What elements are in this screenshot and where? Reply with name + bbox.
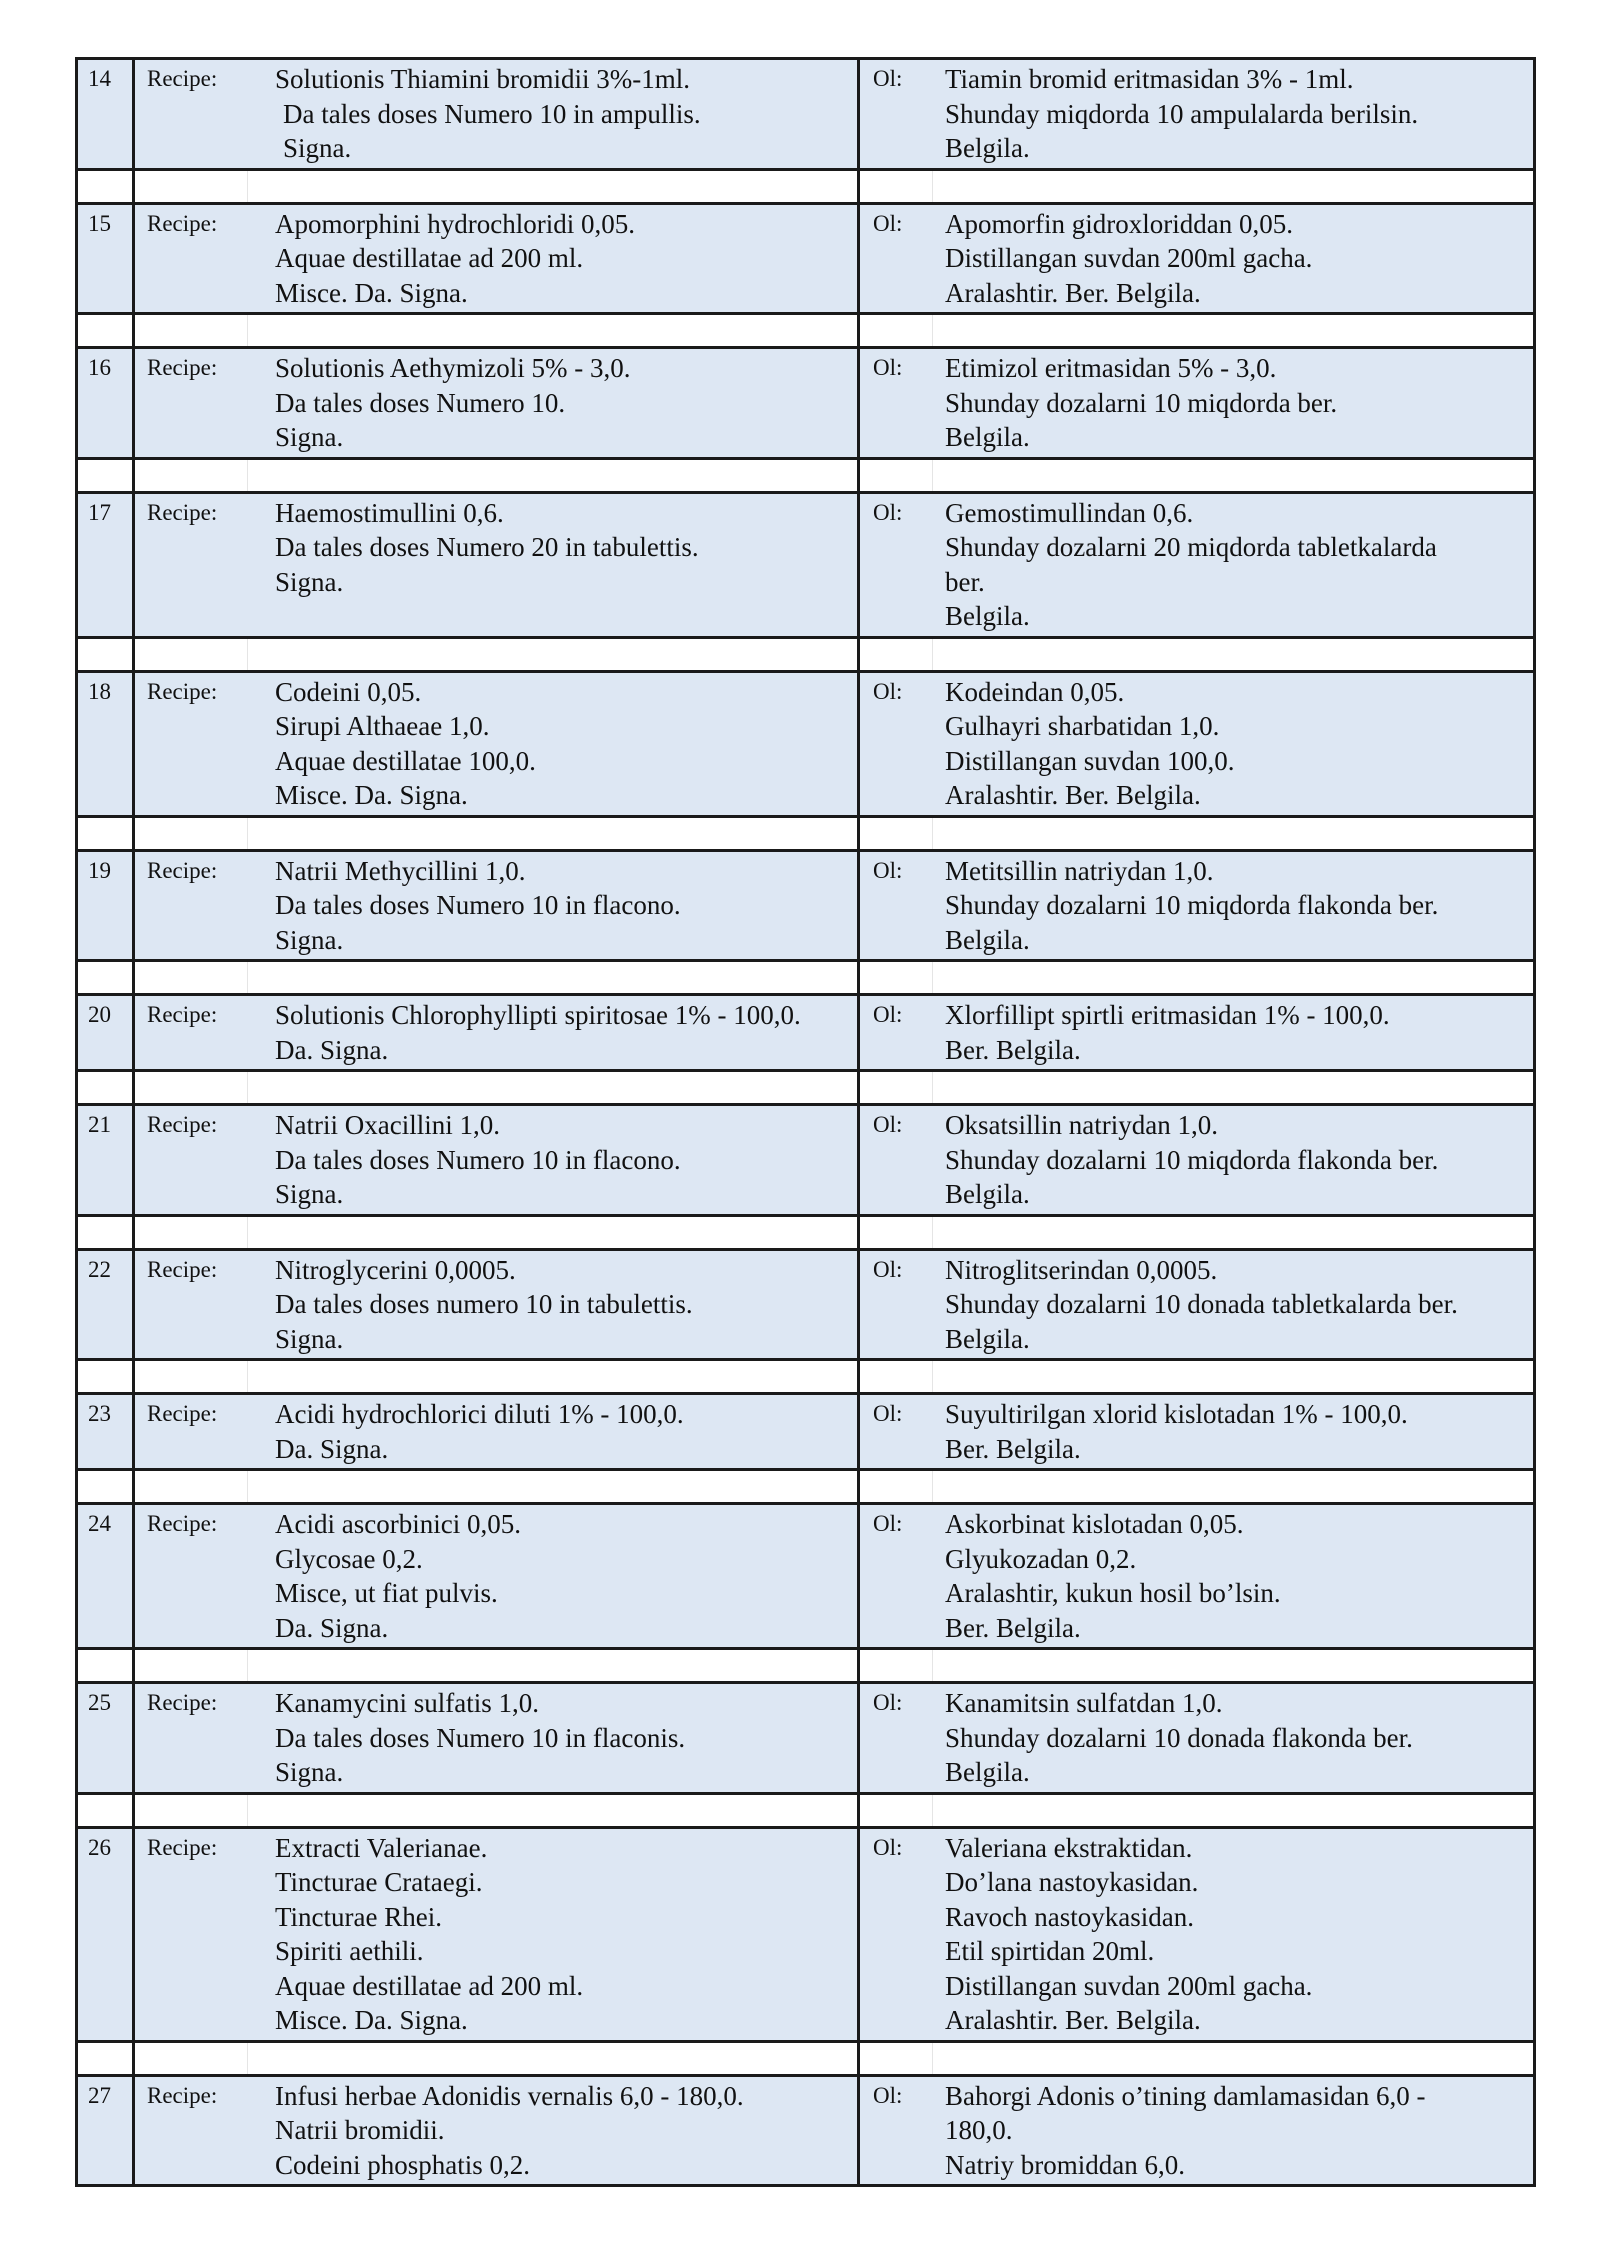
spacer-cell	[77, 2041, 134, 2075]
spacer-cell	[77, 1360, 134, 1394]
ol-label: Ol:	[873, 1401, 903, 1426]
spacer-row	[77, 637, 1535, 671]
latin-recipe-cell	[134, 1683, 859, 1794]
spacer-row	[77, 2041, 1535, 2075]
uzbek-line: Do’lana nastoykasidan.	[945, 1867, 1199, 1897]
row-number-cell	[77, 348, 134, 459]
recipe-label: Recipe:	[147, 1511, 218, 1536]
uzbek-line: Tiamin bromid eritmasidan 3% - 1ml.	[945, 64, 1354, 94]
spacer-cell	[77, 314, 134, 348]
prescription-row	[77, 348, 1535, 459]
uzbek-line: Metitsillin natriydan 1,0.	[945, 855, 1214, 886]
spacer-cell	[77, 1649, 134, 1683]
latin-line: Da tales doses Numero 20 in tabulettis.	[275, 532, 699, 562]
spacer-cell	[859, 1215, 1535, 1249]
spacer-cell	[134, 637, 859, 671]
latin-line: Da. Signa.	[275, 1034, 389, 1065]
latin-recipe-cell	[134, 2075, 859, 2186]
spacer-cell	[859, 458, 1535, 492]
latin-line: Tincturae Rhei.	[275, 1901, 442, 1932]
ol-label: Ol:	[873, 1834, 903, 1860]
prescription-row	[77, 1394, 1535, 1470]
latin-line: Signa.	[275, 422, 344, 452]
spacer-cell	[859, 1793, 1535, 1827]
latin-line: Glycosae 0,2.	[275, 1543, 423, 1574]
spacer-cell	[859, 1649, 1535, 1683]
ol-label: Ol:	[873, 1690, 903, 1715]
ol-label: Ol:	[873, 857, 903, 883]
spacer-cell	[859, 1360, 1535, 1394]
row-number: 27	[88, 2082, 111, 2108]
uzbek-line: Distillangan suvdan 100,0.	[945, 745, 1235, 776]
spacer-row	[77, 1360, 1535, 1394]
recipe-label: Recipe:	[147, 1834, 218, 1860]
latin-line: Sirupi Althaeae 1,0.	[275, 711, 490, 741]
recipe-label: Recipe:	[147, 355, 218, 380]
ol-label: Ol:	[873, 499, 903, 525]
spacer-row	[77, 458, 1535, 492]
uzbek-line: 180,0.	[945, 2115, 1013, 2145]
latin-line: Misce. Da. Signa.	[275, 2005, 468, 2035]
spacer-cell	[77, 1793, 134, 1827]
row-number-cell	[77, 1249, 134, 1360]
spacer-row	[77, 1215, 1535, 1249]
latin-line: Extracti Valerianae.	[275, 1832, 488, 1863]
latin-recipe-cell	[134, 1827, 859, 2041]
row-number: 20	[88, 1002, 111, 1027]
spacer-row	[77, 1470, 1535, 1504]
spacer-cell	[859, 314, 1535, 348]
uzbek-line: Ber. Belgila.	[945, 1034, 1081, 1065]
latin-line: Spiriti aethili.	[275, 1936, 424, 1966]
uzbek-line: Oksatsillin natriydan 1,0.	[945, 1110, 1218, 1140]
spacer-cell	[859, 169, 1535, 203]
prescription-row	[77, 1683, 1535, 1794]
ol-label: Ol:	[873, 210, 903, 236]
ol-label: Ol:	[873, 1002, 903, 1027]
uzbek-recipe-cell	[859, 850, 1535, 961]
uzbek-line: Distillangan suvdan 200ml gacha.	[945, 1970, 1313, 2001]
row-number-cell	[77, 1827, 134, 2041]
spacer-cell	[77, 169, 134, 203]
latin-line: Solutionis Chlorophyllipti spiritosae 1% - 100,0.	[275, 1000, 801, 1030]
ol-label: Ol:	[873, 355, 903, 380]
prescription-row	[77, 995, 1535, 1071]
spacer-cell	[134, 816, 859, 850]
recipe-label: Recipe:	[147, 1256, 218, 1282]
uzbek-recipe-cell	[859, 348, 1535, 459]
row-number-cell	[77, 850, 134, 961]
spacer-cell	[859, 637, 1535, 671]
uzbek-line: Ber. Belgila.	[945, 1433, 1081, 1464]
latin-line: Solutionis Thiamini bromidii 3%-1ml.	[275, 64, 691, 94]
uzbek-line: Shunday dozalarni 10 miqdorda flakonda ber.	[945, 890, 1439, 920]
prescription-row	[77, 1249, 1535, 1360]
latin-recipe-cell	[134, 850, 859, 961]
spacer-cell	[134, 1215, 859, 1249]
spacer-cell	[77, 961, 134, 995]
latin-line: Apomorphini hydrochloridi 0,05.	[275, 208, 635, 239]
uzbek-line: Belgila.	[945, 133, 1030, 163]
spacer-cell	[77, 1071, 134, 1105]
uzbek-line: Xlorfillipt spirtli eritmasidan 1% - 100,0.	[945, 1000, 1390, 1030]
row-number: 22	[88, 1256, 111, 1282]
spacer-cell	[134, 1649, 859, 1683]
recipe-label: Recipe:	[147, 210, 218, 236]
latin-recipe-cell	[134, 995, 859, 1071]
ol-label: Ol:	[873, 678, 903, 704]
latin-line: Signa.	[275, 1179, 344, 1209]
ol-label: Ol:	[873, 2082, 903, 2108]
latin-line: Aquae destillatae 100,0.	[275, 745, 536, 776]
spacer-row	[77, 169, 1535, 203]
row-number: 17	[88, 499, 111, 525]
prescription-row	[77, 850, 1535, 961]
latin-line: Misce. Da. Signa.	[275, 780, 468, 810]
prescription-row	[77, 2075, 1535, 2186]
latin-line: Tincturae Crataegi.	[275, 1867, 483, 1897]
spacer-cell	[77, 816, 134, 850]
prescription-row	[77, 203, 1535, 314]
latin-recipe-cell	[134, 1105, 859, 1216]
latin-line: Da tales doses Numero 10 in ampullis.	[283, 98, 701, 129]
row-number: 16	[88, 355, 111, 380]
spacer-cell	[77, 458, 134, 492]
uzbek-line: Aralashtir, kukun hosil bo’lsin.	[945, 1578, 1281, 1608]
latin-line: Natrii Oxacillini 1,0.	[275, 1110, 500, 1140]
spacer-cell	[134, 169, 859, 203]
spacer-cell	[859, 1071, 1535, 1105]
row-number-cell	[77, 492, 134, 637]
latin-line: Misce. Da. Signa.	[275, 277, 468, 308]
latin-line: Acidi ascorbinici 0,05.	[275, 1509, 521, 1539]
latin-line: Da tales doses Numero 10 in flacono.	[275, 1144, 681, 1175]
prescription-row	[77, 671, 1535, 816]
prescription-row	[77, 1827, 1535, 2041]
row-number: 14	[88, 66, 111, 91]
uzbek-line: ber.	[945, 566, 985, 597]
row-number: 24	[88, 1511, 111, 1536]
spacer-cell	[859, 816, 1535, 850]
recipe-label: Recipe:	[147, 678, 218, 704]
uzbek-line: Etimizol eritmasidan 5% - 3,0.	[945, 353, 1277, 383]
uzbek-line: Kanamitsin sulfatdan 1,0.	[945, 1688, 1223, 1718]
uzbek-line: Askorbinat kislotadan 0,05.	[945, 1509, 1244, 1539]
spacer-cell	[134, 2041, 859, 2075]
uzbek-recipe-cell	[859, 1827, 1535, 2041]
spacer-row	[77, 1071, 1535, 1105]
latin-line: Da. Signa.	[275, 1433, 389, 1464]
spacer-cell	[134, 1470, 859, 1504]
latin-line: Nitroglycerini 0,0005.	[275, 1254, 516, 1285]
spacer-row	[77, 1793, 1535, 1827]
uzbek-line: Gemostimullindan 0,6.	[945, 497, 1194, 528]
recipe-label: Recipe:	[147, 1112, 218, 1137]
uzbek-line: Shunday dozalarni 20 miqdorda tabletkalarda	[945, 532, 1437, 562]
row-number: 15	[88, 210, 111, 236]
uzbek-line: Distillangan suvdan 200ml gacha.	[945, 243, 1313, 273]
uzbek-recipe-cell	[859, 1394, 1535, 1470]
row-number-cell	[77, 1394, 134, 1470]
latin-line: Da. Signa.	[275, 1612, 389, 1643]
uzbek-line: Gulhayri sharbatidan 1,0.	[945, 711, 1220, 741]
latin-recipe-cell	[134, 1504, 859, 1649]
row-number-cell	[77, 671, 134, 816]
uzbek-line: Shunday dozalarni 10 miqdorda ber.	[945, 387, 1338, 418]
latin-line: Da tales doses numero 10 in tabulettis.	[275, 1289, 693, 1319]
recipe-label: Recipe:	[147, 499, 218, 525]
latin-recipe-cell	[134, 203, 859, 314]
latin-line: Natrii Methycillini 1,0.	[275, 855, 526, 886]
uzbek-line: Aralashtir. Ber. Belgila.	[945, 2005, 1201, 2035]
spacer-cell	[859, 961, 1535, 995]
spacer-row	[77, 816, 1535, 850]
ol-label: Ol:	[873, 1511, 903, 1536]
latin-recipe-cell	[134, 1394, 859, 1470]
spacer-row	[77, 1649, 1535, 1683]
uzbek-line: Belgila.	[945, 1323, 1030, 1354]
latin-recipe-cell	[134, 59, 859, 170]
prescription-table	[75, 57, 1536, 2187]
latin-recipe-cell	[134, 348, 859, 459]
row-number-cell	[77, 995, 134, 1071]
latin-line: Codeini 0,05.	[275, 676, 422, 707]
uzbek-line: Kodeindan 0,05.	[945, 676, 1125, 707]
latin-line: Da tales doses Numero 10.	[275, 387, 566, 418]
uzbek-line: Valeriana ekstraktidan.	[945, 1832, 1193, 1863]
uzbek-line: Shunday miqdorda 10 ampulalarda berilsin.	[945, 98, 1419, 129]
row-number-cell	[77, 59, 134, 170]
latin-line: Signa.	[275, 1323, 344, 1354]
latin-line: Da tales doses Numero 10 in flaconis.	[275, 1722, 686, 1753]
row-number: 21	[88, 1112, 111, 1137]
recipe-label: Recipe:	[147, 66, 218, 91]
uzbek-line: Aralashtir. Ber. Belgila.	[945, 780, 1201, 810]
uzbek-recipe-cell	[859, 671, 1535, 816]
latin-recipe-cell	[134, 1249, 859, 1360]
latin-line: Signa.	[283, 133, 352, 163]
ol-label: Ol:	[873, 1256, 903, 1282]
uzbek-line: Shunday dozalarni 10 miqdorda flakonda ber.	[945, 1144, 1439, 1175]
latin-line: Infusi herbae Adonidis vernalis 6,0 - 180,0.	[275, 2080, 744, 2111]
latin-line: Da tales doses Numero 10 in flacono.	[275, 890, 681, 920]
uzbek-line: Bahorgi Adonis o’tining damlamasidan 6,0 -	[945, 2080, 1426, 2111]
row-number-cell	[77, 2075, 134, 2186]
latin-line: Aquae destillatae ad 200 ml.	[275, 1970, 584, 2001]
row-number: 19	[88, 857, 111, 883]
uzbek-line: Shunday dozalarni 10 donada tabletkalarda ber.	[945, 1289, 1458, 1319]
uzbek-line: Shunday dozalarni 10 donada flakonda ber.	[945, 1722, 1413, 1753]
latin-line: Misce, ut fiat pulvis.	[275, 1578, 498, 1608]
uzbek-recipe-cell	[859, 1683, 1535, 1794]
uzbek-line: Belgila.	[945, 1179, 1030, 1209]
row-number-cell	[77, 1504, 134, 1649]
recipe-label: Recipe:	[147, 2082, 218, 2108]
row-number-cell	[77, 203, 134, 314]
spacer-cell	[134, 1071, 859, 1105]
row-number: 18	[88, 678, 111, 704]
uzbek-line: Etil spirtidan 20ml.	[945, 1936, 1155, 1966]
spacer-cell	[77, 1215, 134, 1249]
uzbek-recipe-cell	[859, 1249, 1535, 1360]
uzbek-line: Belgila.	[945, 601, 1030, 631]
uzbek-line: Aralashtir. Ber. Belgila.	[945, 277, 1201, 308]
prescription-table-body	[77, 59, 1535, 2186]
spacer-cell	[77, 1470, 134, 1504]
latin-line: Natrii bromidii.	[275, 2115, 445, 2145]
spacer-cell	[859, 2041, 1535, 2075]
spacer-cell	[134, 1360, 859, 1394]
uzbek-recipe-cell	[859, 2075, 1535, 2186]
uzbek-recipe-cell	[859, 1504, 1535, 1649]
prescription-row	[77, 492, 1535, 637]
uzbek-line: Suyultirilgan xlorid kislotadan 1% - 100,0.	[945, 1399, 1408, 1429]
latin-line: Codeini phosphatis 0,2.	[275, 2149, 530, 2180]
uzbek-line: Belgila.	[945, 1757, 1030, 1787]
uzbek-line: Apomorfin gidroxloriddan 0,05.	[945, 208, 1293, 239]
uzbek-line: Nitroglitserindan 0,0005.	[945, 1254, 1218, 1285]
uzbek-recipe-cell	[859, 203, 1535, 314]
latin-line: Solutionis Aethymizoli 5% - 3,0.	[275, 353, 631, 383]
row-number: 25	[88, 1690, 111, 1715]
uzbek-recipe-cell	[859, 59, 1535, 170]
recipe-label: Recipe:	[147, 1690, 218, 1715]
uzbek-line: Ber. Belgila.	[945, 1612, 1081, 1643]
spacer-row	[77, 314, 1535, 348]
uzbek-recipe-cell	[859, 1105, 1535, 1216]
recipe-label: Recipe:	[147, 1002, 218, 1027]
spacer-cell	[134, 458, 859, 492]
uzbek-line: Ravoch nastoykasidan.	[945, 1901, 1194, 1932]
latin-line: Aquae destillatae ad 200 ml.	[275, 243, 584, 273]
recipe-label: Recipe:	[147, 1401, 218, 1426]
spacer-cell	[77, 637, 134, 671]
uzbek-line: Belgila.	[945, 422, 1030, 452]
row-number-cell	[77, 1683, 134, 1794]
uzbek-line: Glyukozadan 0,2.	[945, 1543, 1137, 1574]
ol-label: Ol:	[873, 1112, 903, 1137]
latin-line: Signa.	[275, 924, 344, 955]
recipe-label: Recipe:	[147, 857, 218, 883]
spacer-row	[77, 961, 1535, 995]
latin-recipe-cell	[134, 492, 859, 637]
spacer-cell	[859, 1470, 1535, 1504]
latin-line: Haemostimullini 0,6.	[275, 497, 504, 528]
latin-line: Signa.	[275, 566, 344, 597]
uzbek-line: Belgila.	[945, 924, 1030, 955]
latin-line: Signa.	[275, 1757, 344, 1787]
row-number: 26	[88, 1834, 111, 1860]
uzbek-recipe-cell	[859, 492, 1535, 637]
prescription-row	[77, 59, 1535, 170]
spacer-cell	[134, 1793, 859, 1827]
latin-recipe-cell	[134, 671, 859, 816]
prescription-row	[77, 1504, 1535, 1649]
spacer-cell	[134, 314, 859, 348]
uzbek-line: Natriy bromiddan 6,0.	[945, 2149, 1185, 2180]
row-number: 23	[88, 1401, 111, 1426]
spacer-cell	[134, 961, 859, 995]
prescription-row	[77, 1105, 1535, 1216]
row-number-cell	[77, 1105, 134, 1216]
latin-line: Kanamycini sulfatis 1,0.	[275, 1688, 539, 1718]
ol-label: Ol:	[873, 66, 903, 91]
uzbek-recipe-cell	[859, 995, 1535, 1071]
latin-line: Acidi hydrochlorici diluti 1% - 100,0.	[275, 1399, 684, 1429]
